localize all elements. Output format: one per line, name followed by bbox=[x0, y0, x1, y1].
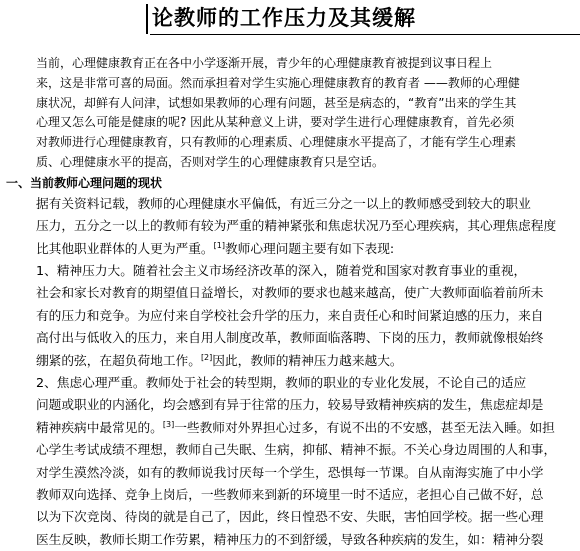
text-line: 问题或职业的内涵化，均会感到有异于往常的压力，较易导致精神疾病的发生，焦虑症却是 bbox=[36, 397, 544, 413]
section-paragraph bbox=[6, 193, 576, 260]
text-line: 对学生漠然冷淡，如有的教师说我讨厌每一个学生，恐惧每一节课。自从南海实施了中小学 bbox=[36, 464, 544, 480]
citation-ref: [3] bbox=[162, 419, 175, 429]
text-segment: 一些教师对外界担心过多，有说不出的不安感，甚至无法入睡。如担 bbox=[174, 419, 555, 435]
text-segment: 教师心理问题主要有如下表现: bbox=[224, 240, 395, 256]
text-segment: 因此，教师的精神压力越来越大。 bbox=[212, 352, 403, 368]
text-line bbox=[6, 238, 576, 260]
text-line: 医生反映，教师长期工作劳累，精神压力的不到舒缓，导致各种疾病的发生，如：精神分裂 bbox=[36, 531, 544, 547]
text-line: 高付出与低收入的压力，来自用人制度改革，教师面临落聘、下岗的压力，教师就像根始终 bbox=[36, 330, 544, 346]
citation-ref: [2] bbox=[200, 352, 213, 362]
text-segment: 绷紧的弦，在超负荷地工作。 bbox=[36, 352, 201, 368]
text-line: 1、精神压力大。随着社会主义市场经济改革的深入，随着党和国家对教育事业的重视， bbox=[36, 263, 527, 278]
text-line: 压力，五分之一以上的教师有较为严重的精神紧张和焦虑状况乃至心理疾病，其心理焦虑程度 bbox=[36, 218, 557, 234]
section-heading: 一、当前教师心理问题的现状 bbox=[6, 175, 163, 190]
text-line: 教师双向选择、竞争上岗后，一些教师来到新的环境里一时不适应，老担心自己做不好，总 bbox=[36, 487, 544, 503]
text-line: 据有关资料记载，教师的心理健康水平偏低，有近三分之一以上的教师感受到较大的职业 bbox=[36, 195, 531, 211]
text-segment: 比其他职业群体的人更为严重。 bbox=[36, 240, 214, 256]
item-paragraph-2 bbox=[6, 372, 576, 551]
intro-paragraph bbox=[6, 54, 576, 173]
document-body bbox=[6, 54, 576, 551]
title-underline bbox=[150, 34, 580, 35]
text-line: 来，这是非常可喜的局面。然而承担着对学生实施心理健康教育的教育者 ——教师的心理健 bbox=[36, 75, 520, 90]
text-line: 社会和家长对教育的期望值日益增长，对教师的要求也越来越高，使广大教师面临着前所未 bbox=[36, 285, 544, 301]
text-segment: 精神疾病中最常见的。 bbox=[36, 419, 163, 435]
text-line bbox=[6, 350, 576, 372]
text-line: 以为下次竞岗、待岗的就是自己了，因此，终日惶恐不安、失眠，害怕回学校。据一些心理 bbox=[36, 509, 544, 525]
text-line: 对教师进行心理健康教育，只有教师的心理素质、心理健康水平提高了，才能有学生心理素 bbox=[36, 135, 517, 150]
document-title: 论教师的工作压力及其缓解 bbox=[152, 5, 416, 30]
item-paragraph-1 bbox=[6, 260, 576, 372]
text-line: 康状况，却鲜有人问津，试想如果教师的心理有问题，甚至是病态的，“教育”出来的学生其 bbox=[36, 95, 517, 110]
citation-ref: [1] bbox=[213, 240, 225, 250]
text-line: 有的压力和竞争。为应付来自学校社会升学的压力，来自责任心和时间紧迫感的压力，来自 bbox=[36, 307, 544, 323]
text-line: 心学生考试成绩不理想，教师自己失眠、生病，抑郁、精神不振。不关心身边周围的人和事， bbox=[36, 442, 557, 458]
text-line: 质、心理健康水平的提高，否则对学生的心理健康教育只是空话。 bbox=[36, 154, 385, 169]
text-line bbox=[6, 417, 576, 439]
text-line: 当前，心理健康教育正在各中小学逐渐开展，青少年的心理健康教育被提到议事日程上 bbox=[36, 56, 493, 70]
text-line: 2、焦虑心理严重。教师处于社会的转型期，教师的职业的专业化发展，不论自己的适应 bbox=[36, 375, 527, 391]
text-cursor bbox=[146, 4, 148, 34]
text-line: 心理又怎么可能是健康的呢? 因此从某种意义上讲，要对学生进行心理健康教育，首先必须 bbox=[36, 115, 515, 130]
